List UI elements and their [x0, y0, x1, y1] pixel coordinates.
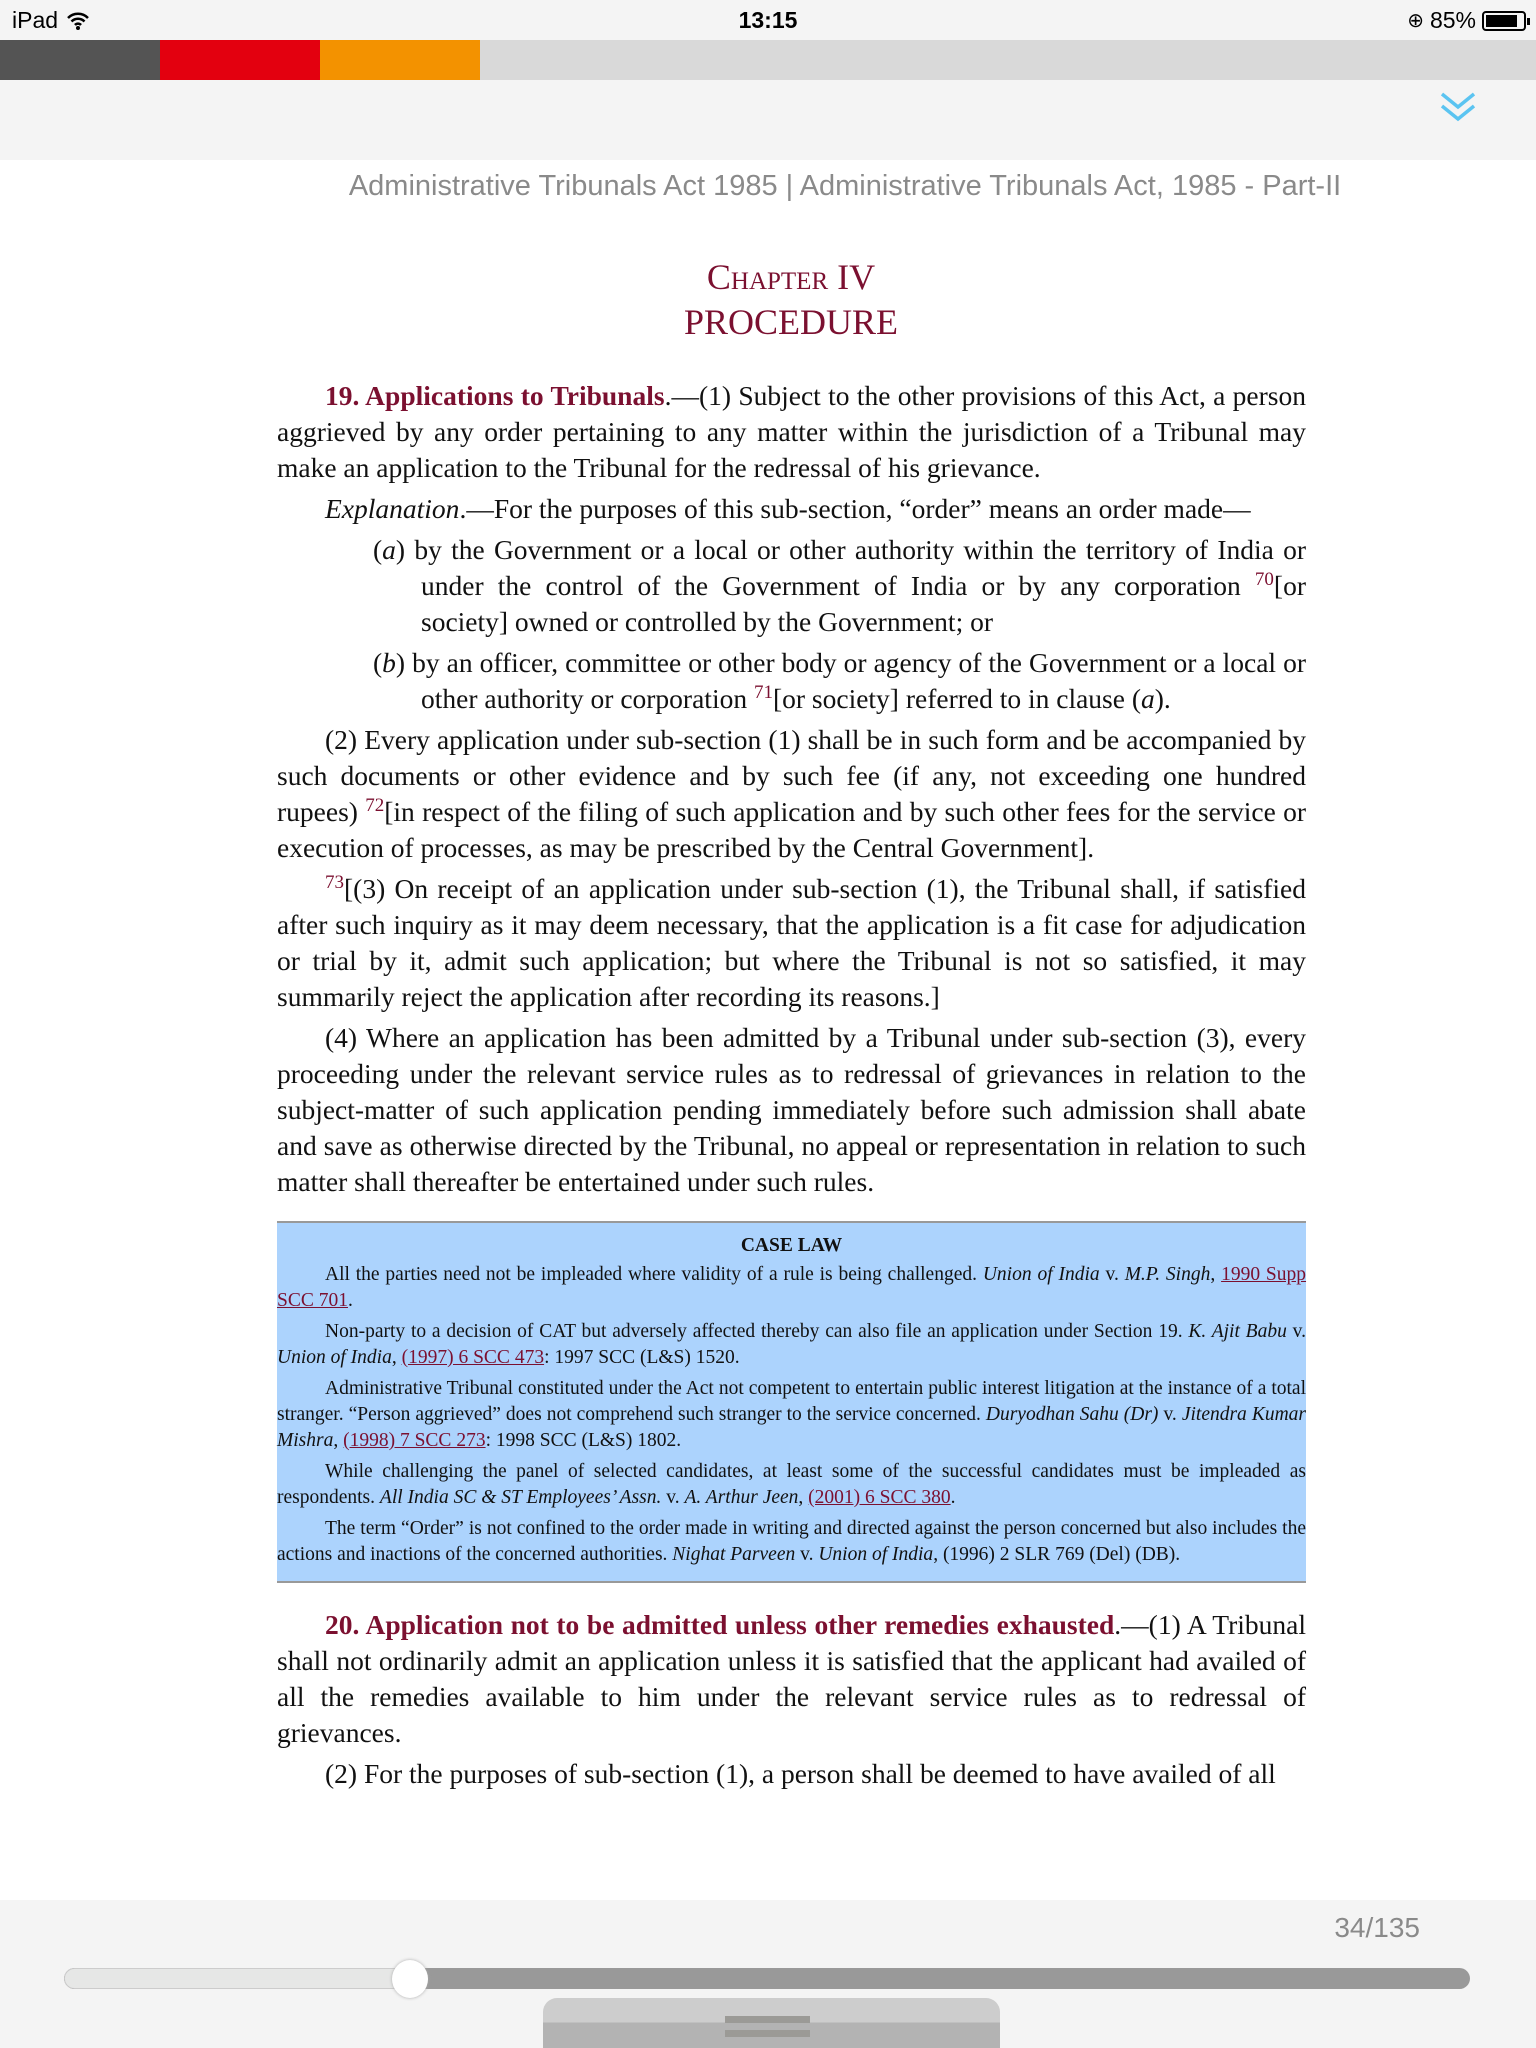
text-run: v.: [1286, 1321, 1307, 1342]
status-bar: [0, 0, 1536, 40]
paragraph: [277, 1607, 1306, 1751]
footnote-marker[interactable]: 72: [365, 795, 385, 816]
paragraph: [277, 378, 1306, 486]
paragraph: [277, 1020, 1306, 1200]
italic-text: All India SC & ST Employees’ Assn.: [379, 1487, 662, 1508]
text-run: (2) Every application under sub-section (1) shall be in such form and be accompanied by such documents or other evidence and by such fee (if any, not exceeding one hundred rupees): [277, 724, 1306, 827]
page-indicator: 34/135: [1334, 1912, 1420, 1943]
color-tab-orange[interactable]: [320, 40, 480, 80]
document-body: [277, 378, 1306, 1797]
text-run: : 1998 SCC (L&S) 1802.: [485, 1430, 682, 1451]
text-run: While challenging the panel of selected candidates, at least some of the successful candidates must be impleaded as respondents.: [277, 1461, 1306, 1508]
rotation-lock-icon: ⊕: [1407, 10, 1424, 32]
italic-text: Jitendra Kumar Mishra: [277, 1404, 1307, 1451]
grip-line-icon: [725, 2030, 810, 2037]
drawer-handle[interactable]: [543, 1998, 1000, 2048]
section-heading: 20. Application not to be admitted unless other remedies exhausted: [325, 1609, 1115, 1640]
text-run: [(3) On receipt of an application under sub-section (1), the Tribunal shall, if satisfied after such inquiry as it may deem necessary, that the application is a fit case for adjudication or trial by it, admit such application; but where the Tribunal is not so satisfied, it may summarily reject the application after recording its reasons.]: [277, 873, 1306, 1012]
paragraph: [277, 871, 1306, 1015]
text-run: ,: [1210, 1264, 1222, 1285]
text-run: (4) Where an application has been admitted by a Tribunal under sub-section (3), every proceeding under the relevant service rules as to redressal of grievances in relation to the subject-matter of such application pending immediately before such admission shall abate and save as otherwise directed by the Tribunal, no appeal or representation in relation to such matter shall thereafter be entertained under such rules.: [277, 1022, 1306, 1197]
text-run: , (1996) 2 SLR 769 (Del) (DB).: [933, 1544, 1181, 1565]
text-run: ).: [1154, 683, 1171, 714]
text-run: ,: [798, 1487, 809, 1508]
footnote-marker[interactable]: 73: [325, 872, 344, 893]
text-run: Administrative Tribunal constituted under the Act not competent to entertain public interest litigation at the instance of a total stranger. “Person aggrieved” does not comprehend such stranger to the service concerned.: [277, 1378, 1306, 1425]
italic-text: b: [382, 647, 396, 678]
page-slider-thumb[interactable]: [392, 1960, 428, 1998]
page-slider[interactable]: [64, 1968, 1470, 1989]
case-law-item: [277, 1262, 1306, 1314]
italic-text: Explanation: [325, 493, 460, 524]
running-header: Administrative Tribunals Act 1985 | Administrative Tribunals Act, 1985 - Part-II: [348, 170, 1342, 202]
italic-text: a: [1140, 683, 1155, 714]
battery-icon: [1482, 11, 1526, 31]
citation-link[interactable]: 1990 Supp SCC 701: [277, 1264, 1307, 1311]
text-run: v.: [795, 1544, 819, 1565]
section-heading: 19. Applications to Tribunals: [325, 380, 665, 411]
text-run: v.: [1099, 1264, 1125, 1285]
color-tab-bar: [0, 40, 1536, 80]
italic-text: a: [382, 534, 396, 565]
page-slider-fill: [64, 1968, 410, 1989]
text-run: v.: [661, 1487, 685, 1508]
italic-text: Union of India: [982, 1264, 1100, 1285]
text-run: (: [373, 647, 383, 678]
italic-text: M.P. Singh: [1124, 1264, 1211, 1285]
paragraph: [277, 645, 1306, 717]
grip-line-icon: [725, 2016, 810, 2023]
text-run: : 1997 SCC (L&S) 1520.: [544, 1347, 740, 1368]
paragraph: [277, 532, 1306, 640]
italic-text: Union of India: [277, 1347, 392, 1368]
color-tab-gray[interactable]: [0, 40, 160, 80]
color-tab-red[interactable]: [160, 40, 320, 80]
citation-link[interactable]: (1998) 7 SCC 273: [343, 1430, 486, 1451]
citation-link[interactable]: (2001) 6 SCC 380: [808, 1487, 951, 1508]
case-law-item: [277, 1459, 1306, 1511]
text-run: .: [347, 1290, 353, 1311]
text-run: .—(1) A Tribunal shall not ordinarily admit an application unless it is satisfied that the applicant had availed of all the remedies available to him under the relevant service rules as to redressal of grievances.: [277, 1609, 1306, 1748]
italic-text: A. Arthur Jeen: [684, 1487, 799, 1508]
chapter-title: PROCEDURE: [683, 302, 899, 342]
text-run: All the parties need not be impleaded where validity of a rule is being challenged.: [325, 1264, 983, 1285]
paragraph: [277, 722, 1306, 866]
toolbar: [0, 80, 1536, 160]
text-run: .: [950, 1487, 956, 1508]
text-run: [in respect of the filing of such application and by such other fees for the service or execution of processes, as may be prescribed by the Central Government].: [277, 796, 1306, 863]
paragraph: [277, 491, 1306, 527]
section-19: [277, 378, 1306, 1200]
text-run: ) by an officer, committee or other body or agency of the Government or a local or other authority or corporation: [395, 647, 1306, 714]
case-law-item: [277, 1376, 1306, 1454]
text-run: .—(1) Subject to the other provisions of this Act, a person aggrieved by any order pertaining to any matter within the jurisdiction of a Tribunal may make an application to the Tribunal for the redressal of his grievance.: [277, 380, 1306, 483]
italic-text: K. Ajit Babu: [1188, 1321, 1287, 1342]
text-run: The term “Order” is not confined to the order made in writing and directed against the person concerned but also includes the actions and inactions of the concerned authorities.: [277, 1518, 1306, 1565]
text-run: (2) For the purposes of sub-section (1), a person shall be deemed to have availed of all: [325, 1758, 1276, 1789]
footnote-marker[interactable]: 71: [753, 682, 773, 703]
italic-text: Duryodhan Sahu (Dr): [985, 1404, 1159, 1425]
case-law-item: [277, 1516, 1306, 1568]
text-run: [or society] owned or controlled by the Government; or: [421, 570, 1306, 637]
paragraph: [277, 1756, 1306, 1792]
device-name: iPad: [12, 7, 59, 33]
text-run: [or society] referred to in clause (: [772, 683, 1141, 714]
italic-text: Union of India: [818, 1544, 934, 1565]
section-20: [277, 1607, 1306, 1792]
citation-link[interactable]: (1997) 6 SCC 473: [401, 1347, 545, 1368]
battery-percent: 85%: [1429, 7, 1476, 33]
text-run: Non-party to a decision of CAT but adversely affected thereby can also file an application under Section 19.: [325, 1321, 1189, 1342]
case-law-title: CASE LAW: [740, 1235, 843, 1256]
case-law-box: [277, 1221, 1306, 1583]
text-run: ,: [391, 1347, 402, 1368]
case-law-item: [277, 1319, 1306, 1371]
text-run: v.: [1158, 1404, 1182, 1425]
text-run: ,: [333, 1430, 344, 1451]
footnote-marker[interactable]: 70: [1254, 569, 1274, 590]
text-run: (: [373, 534, 383, 565]
italic-text: Nighat Parveen: [672, 1544, 796, 1565]
double-chevron-down-icon[interactable]: [1438, 90, 1478, 124]
text-run: .—For the purposes of this sub-section, “order” means an order made—: [459, 493, 1251, 524]
text-run: ) by the Government or a local or other authority within the territory of India or under the control of the Government of India or by any corporation: [395, 534, 1306, 601]
chapter-number: Chapter IV: [706, 257, 876, 297]
clock: 13:15: [738, 7, 798, 33]
